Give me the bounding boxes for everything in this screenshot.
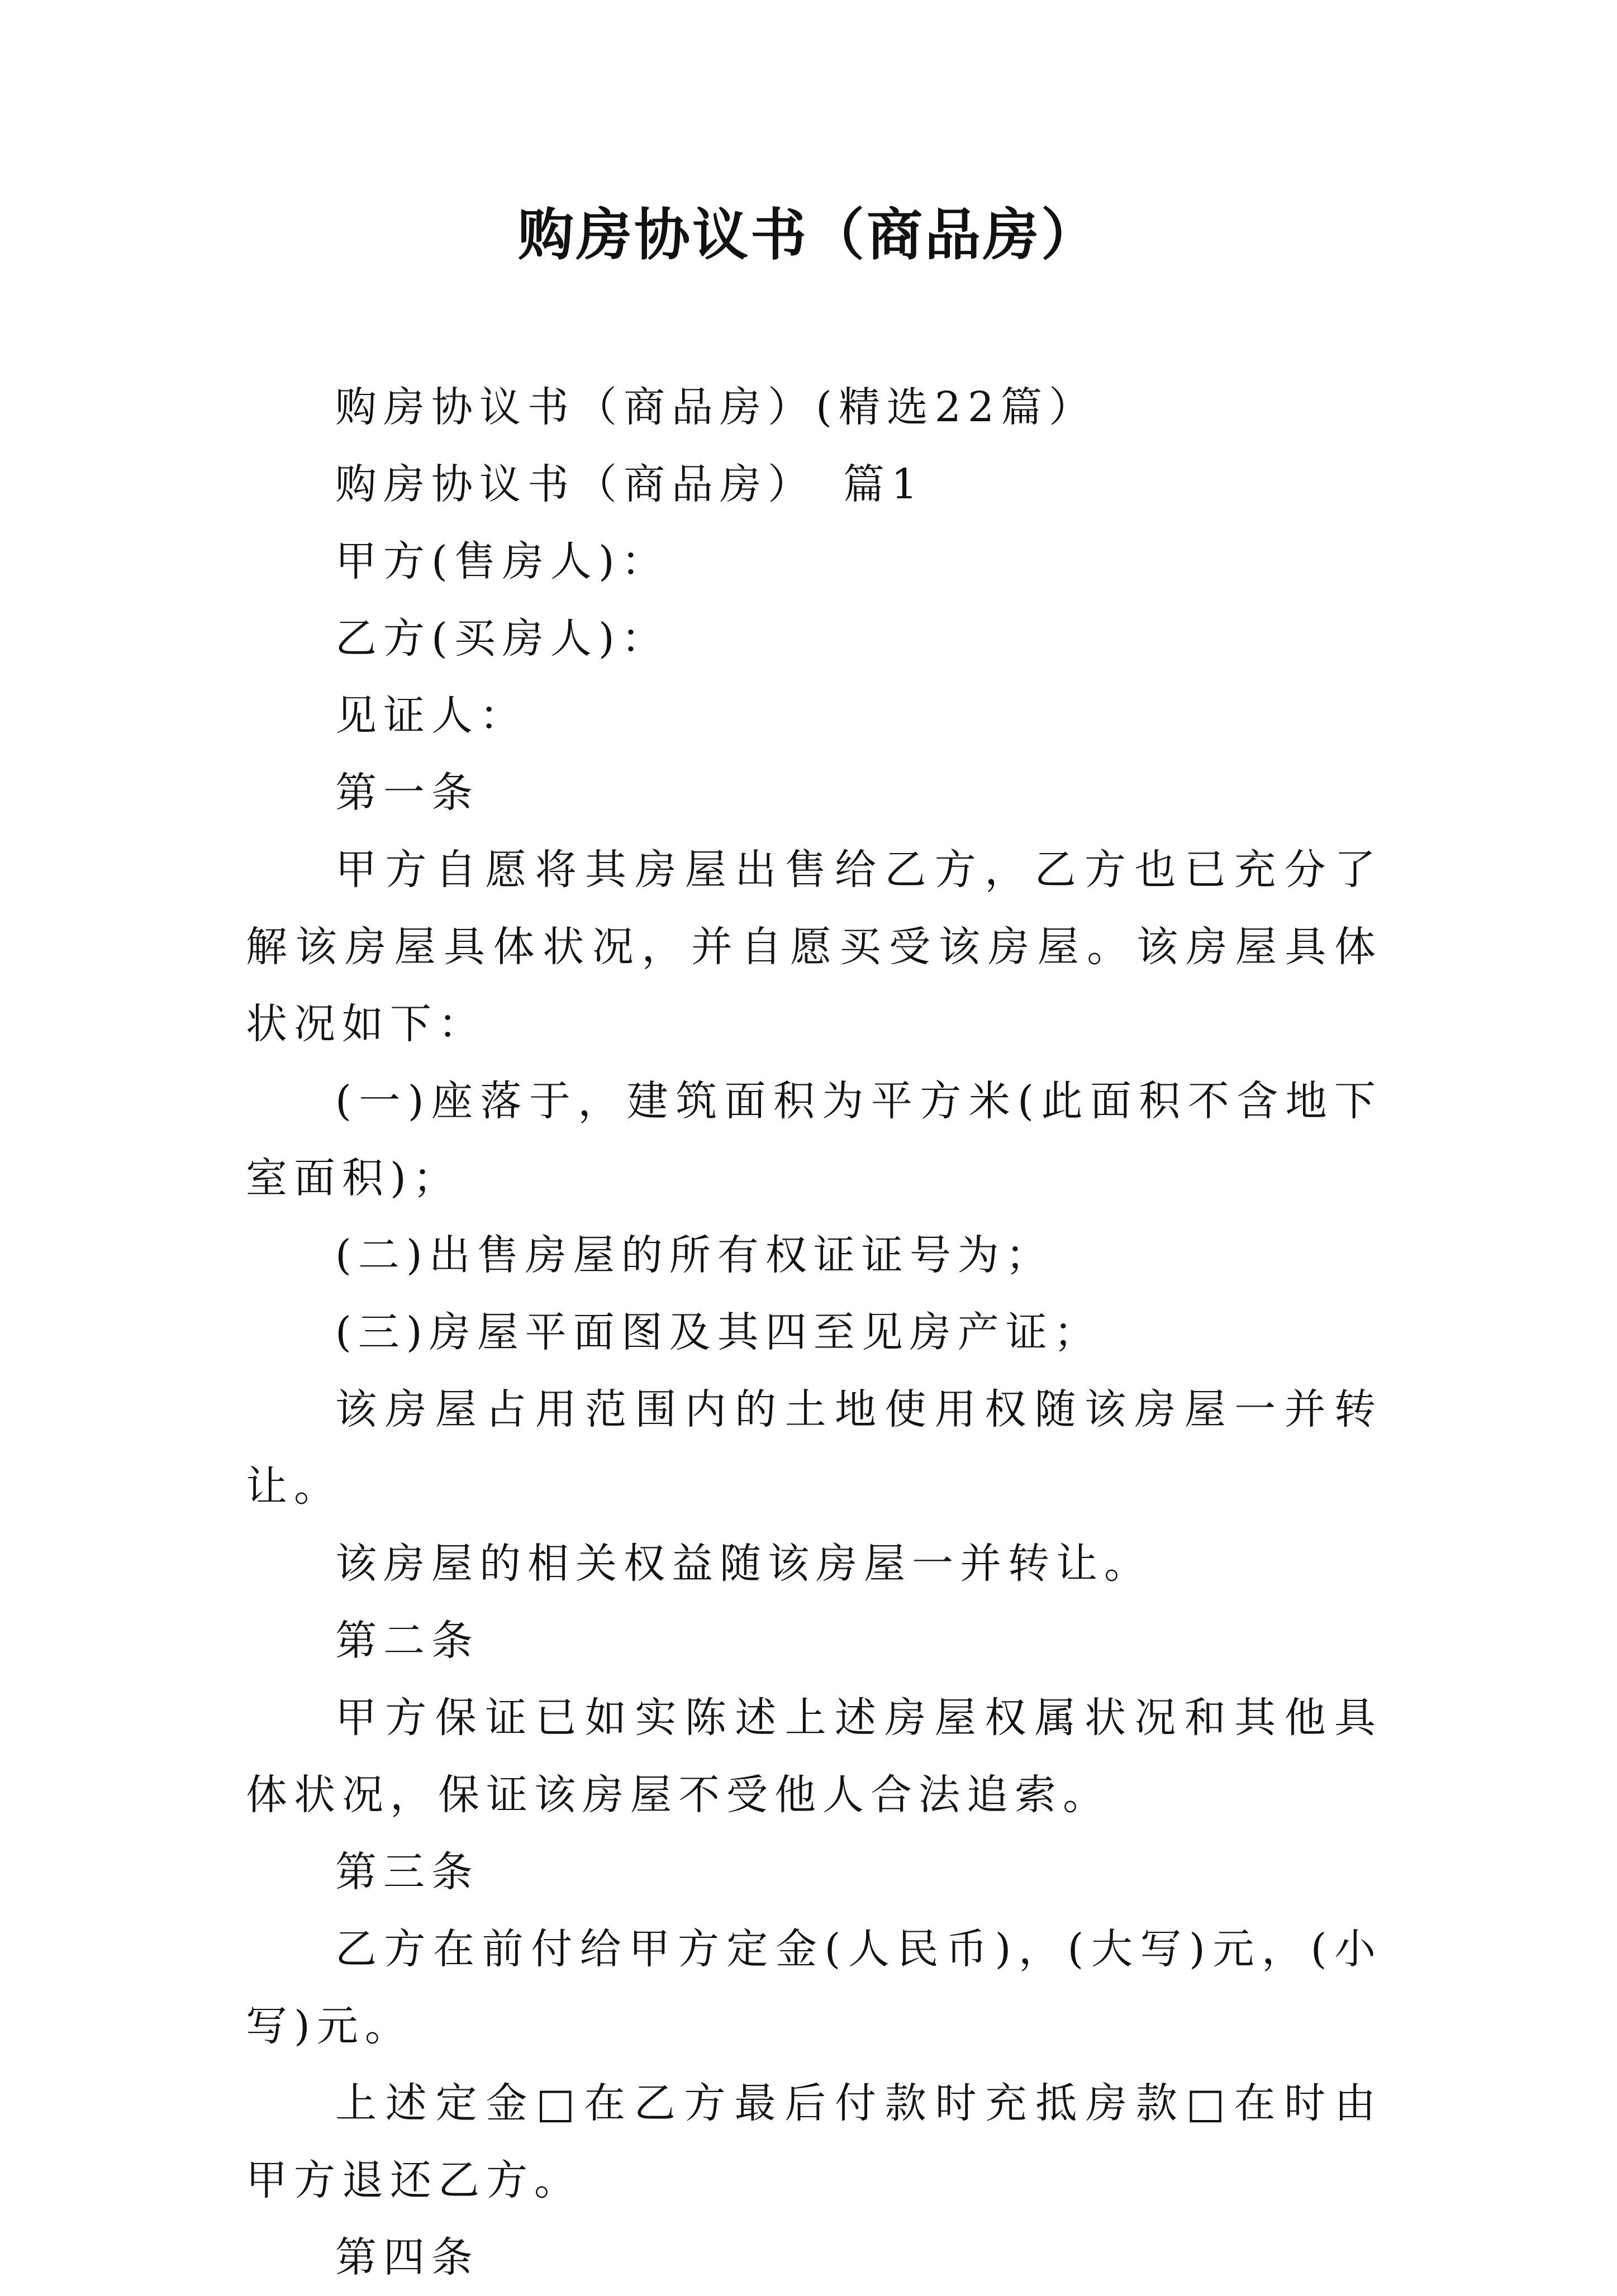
paragraph-article-4: 第四条 — [335, 2233, 479, 2281]
paragraph-party-b: 乙方(买房人)： — [335, 615, 669, 663]
paragraph-section-heading: 购房协议书（商品房） 篇1 — [335, 460, 925, 508]
paragraph-subtitle: 购房协议书（商品房）(精选22篇） — [335, 383, 1097, 431]
paragraph-article-2-text: 甲方保证已如实陈述上述房屋权属状况和其他具体状况，保证该房屋不受他人合法追索。 — [246, 1694, 1382, 1819]
paragraph-article-1: 第一条 — [335, 769, 479, 817]
paragraph-article-3-refund: 上述定金□在乙方最后付款时充抵房款□在时由甲方退还乙方。 — [246, 2079, 1382, 2204]
paragraph-rights: 该房屋的相关权益随该房屋一并转让。 — [335, 1540, 1152, 1588]
paragraph-article-1-item-2: (二)出售房屋的所有权证证号为； — [335, 1231, 1054, 1279]
paragraph-article-1-item-1: (一)座落于，建筑面积为平方米(此面积不含地下室面积)； — [246, 1077, 1382, 1202]
paragraph-article-1-item-3: (三)房屋平面图及其四至见房产证； — [335, 1308, 1102, 1356]
paragraph-article-2: 第二条 — [335, 1617, 479, 1665]
document-title: 购房协议书（商品房） — [518, 202, 1099, 268]
paragraph-witness: 见证人： — [335, 692, 527, 740]
document-body — [246, 369, 1382, 2296]
paragraph-article-3: 第三条 — [335, 1848, 479, 1896]
paragraph-land-use: 该房屋占用范围内的土地使用权随该房屋一并转让。 — [246, 1385, 1382, 1511]
paragraph-party-a: 甲方(售房人)： — [335, 537, 669, 585]
paragraph-article-1-intro: 甲方自愿将其房屋出售给乙方，乙方也已充分了解该房屋具体状况，并自愿买受该房屋。该房屋具体状况如下： — [246, 846, 1382, 1048]
paragraph-article-3-deposit: 乙方在前付给甲方定金(人民币)，(大写)元，(小写)元。 — [246, 1925, 1382, 2050]
